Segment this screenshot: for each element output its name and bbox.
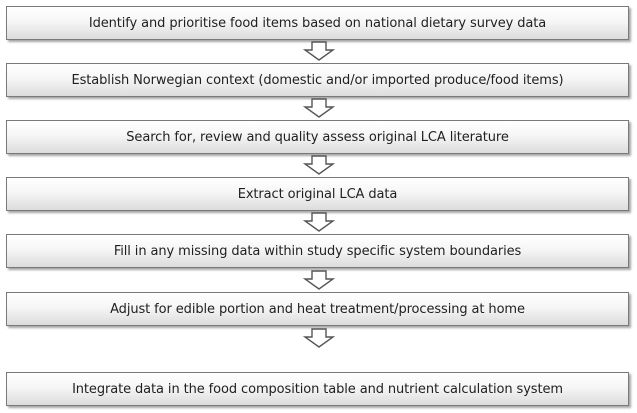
step-box-7 — [6, 372, 629, 406]
step-label-4: Extract original LCA data — [237, 186, 398, 202]
step-box-2 — [6, 63, 629, 97]
step-box-6 — [6, 292, 629, 326]
down-arrow-icon — [302, 328, 336, 348]
down-arrow-icon — [302, 155, 336, 175]
step-box-5 — [6, 234, 629, 268]
down-arrow-icon — [302, 41, 336, 61]
step-label-2: Establish Norwegian context (domestic and/or imported produce/food items) — [71, 72, 564, 88]
step-box-1 — [6, 6, 629, 40]
down-arrow-icon — [302, 212, 336, 232]
down-arrow-icon — [302, 98, 336, 118]
step-label-1: Identify and prioritise food items based on national dietary survey data — [88, 15, 547, 31]
step-box-4 — [6, 177, 629, 211]
step-label-3: Search for, review and quality assess original LCA literature — [126, 129, 509, 145]
step-label-7: Integrate data in the food composition table and nutrient calculation system — [72, 381, 563, 397]
step-label-6: Adjust for edible portion and heat treatment/processing at home — [110, 301, 525, 317]
step-box-3 — [6, 120, 629, 154]
step-label-5: Fill in any missing data within study specific system boundaries — [113, 243, 522, 259]
down-arrow-icon — [302, 270, 336, 290]
